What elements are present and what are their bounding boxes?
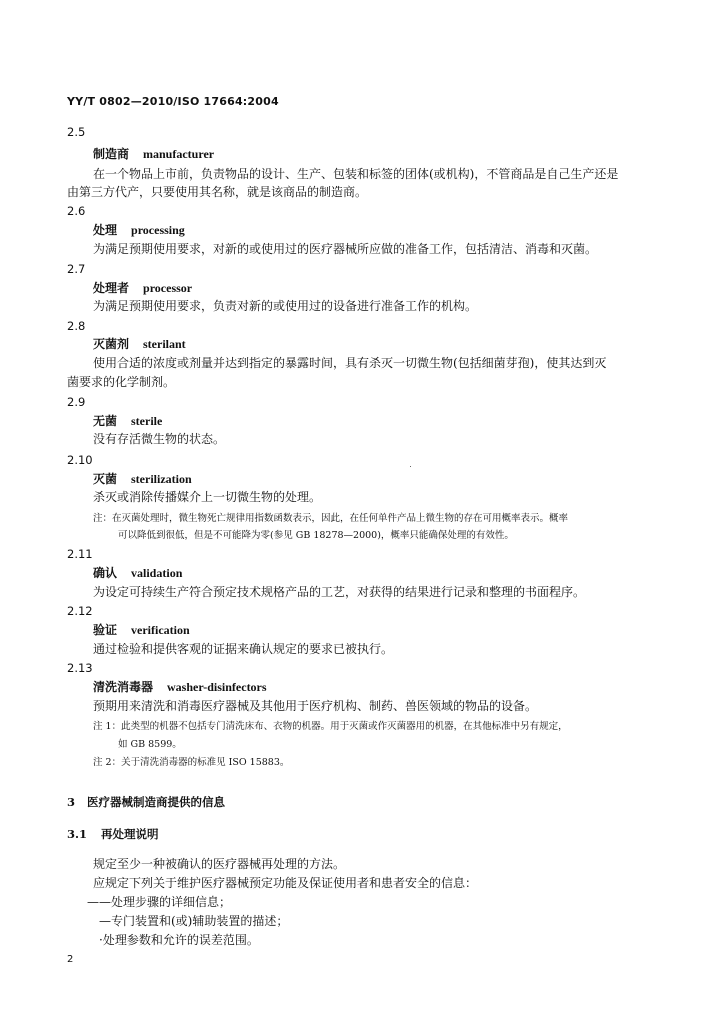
- note-line: 注 1：此类型的机器不包括专门清洗床布、衣物的机器。用于灭菌或作灭菌器用的机器，在其他标准中另有规定，: [93, 721, 568, 732]
- subsection-title: 再处理说明: [101, 827, 159, 841]
- clause-number: 2.8: [67, 319, 86, 333]
- paragraph-line: 应规定下列关于维护医疗器械预定功能及保证使用者和患者安全的信息：: [93, 876, 478, 890]
- term-heading: [93, 565, 182, 581]
- clause-number: 2.6: [67, 204, 86, 218]
- note-line: 可以降低到很低，但是不可能降为零(参见 GB 18278—2000)，概率只能确保处理的有效性。: [118, 530, 514, 541]
- list-item: ·处理参数和允许的误差范围。: [99, 933, 259, 947]
- clause-number: 2.9: [67, 395, 86, 409]
- term-zh: 制造商: [93, 147, 130, 161]
- definition-line: 菌要求的化学制剂。: [67, 375, 176, 389]
- term-en: verification: [131, 623, 190, 637]
- definition-line: 为满足预期使用要求，负责对新的或使用过的设备进行准备工作的机构。: [93, 299, 478, 313]
- term-en: washer-disinfectors: [167, 680, 267, 694]
- definition-line: 由第三方代产，只要使用其名称，就是该商品的制造商。: [67, 185, 368, 199]
- clause-number: 2.12: [67, 604, 93, 618]
- term-heading: [93, 471, 192, 487]
- subsection-number: 3.1: [67, 827, 88, 841]
- clause-number: 2.11: [67, 547, 93, 561]
- clause-number: 2.7: [67, 262, 86, 276]
- term-en: validation: [131, 566, 183, 580]
- clause-number: 2.13: [67, 661, 93, 675]
- clause-number: 2.5: [67, 125, 86, 139]
- term-en: processing: [131, 223, 185, 237]
- definition-line: 杀灭或消除传播媒介上一切微生物的处理。: [93, 490, 322, 504]
- term-en: sterilant: [143, 337, 186, 351]
- term-zh: 处理: [93, 223, 118, 237]
- term-heading: [93, 336, 186, 352]
- paragraph-line: 规定至少一种被确认的医疗器械再处理的方法。: [93, 857, 346, 871]
- note-line: 如 GB 8599。: [118, 739, 182, 750]
- term-heading: [93, 413, 162, 429]
- term-en: processor: [143, 281, 193, 295]
- definition-line: 为设定可持续生产符合预定技术规格产品的工艺，对获得的结果进行记录和整理的书面程序。: [93, 585, 586, 599]
- term-en: sterile: [131, 414, 163, 428]
- list-item: ——处理步骤的详细信息；: [87, 895, 232, 909]
- scan-speck: [410, 466, 411, 467]
- clause-number: 2.10: [67, 453, 93, 467]
- list-item: —专门装置和(或)辅助装置的描述；: [99, 914, 289, 928]
- term-heading: [93, 280, 192, 296]
- definition-line: 使用合适的浓度或剂量并达到指定的暴露时间，具有杀灭一切微生物(包括细菌芽孢)，使其达到灭: [93, 356, 607, 370]
- section-heading: [67, 794, 225, 810]
- term-heading: [93, 622, 190, 638]
- term-en: sterilization: [131, 472, 192, 486]
- term-zh: 验证: [93, 623, 118, 637]
- term-heading: [93, 222, 185, 238]
- standard-header: YY/T 0802—2010/ISO 17664:2004: [67, 95, 279, 108]
- section-number: 3: [67, 795, 76, 809]
- note-line: 注：在灭菌处理时，微生物死亡规律用指数函数表示，因此，在任何单件产品上微生物的存在可用概率表示。概率: [93, 513, 569, 524]
- section-title: 医疗器械制造商提供的信息: [87, 795, 226, 809]
- term-heading: [93, 146, 214, 162]
- term-en: manufacturer: [143, 147, 215, 161]
- term-zh: 清洗消毒器: [93, 680, 154, 694]
- term-zh: 灭菌剂: [93, 337, 130, 351]
- subsection-heading: [67, 826, 159, 842]
- term-zh: 无菌: [93, 414, 118, 428]
- definition-line: 在一个物品上市前，负责物品的设计、生产、包装和标签的团体(或机构)，不管商品是自己生产还是: [93, 167, 619, 181]
- definition-line: 通过检验和提供客观的证据来确认规定的要求已被执行。: [93, 642, 394, 656]
- term-zh: 确认: [93, 566, 118, 580]
- page-number: 2: [67, 954, 74, 965]
- term-heading: [93, 679, 267, 695]
- term-zh: 处理者: [93, 281, 130, 295]
- definition-line: 没有存活微生物的状态。: [93, 432, 226, 446]
- term-zh: 灭菌: [93, 472, 118, 486]
- definition-line: 预期用来清洗和消毒医疗器械及其他用于医疗机构、制药、兽医领域的物品的设备。: [93, 699, 538, 713]
- definition-line: 为满足预期使用要求，对新的或使用过的医疗器械所应做的准备工作，包括清洁、消毒和灭菌。: [93, 242, 598, 256]
- note-line: 注 2：关于清洗消毒器的标准见 ISO 15883。: [93, 757, 290, 768]
